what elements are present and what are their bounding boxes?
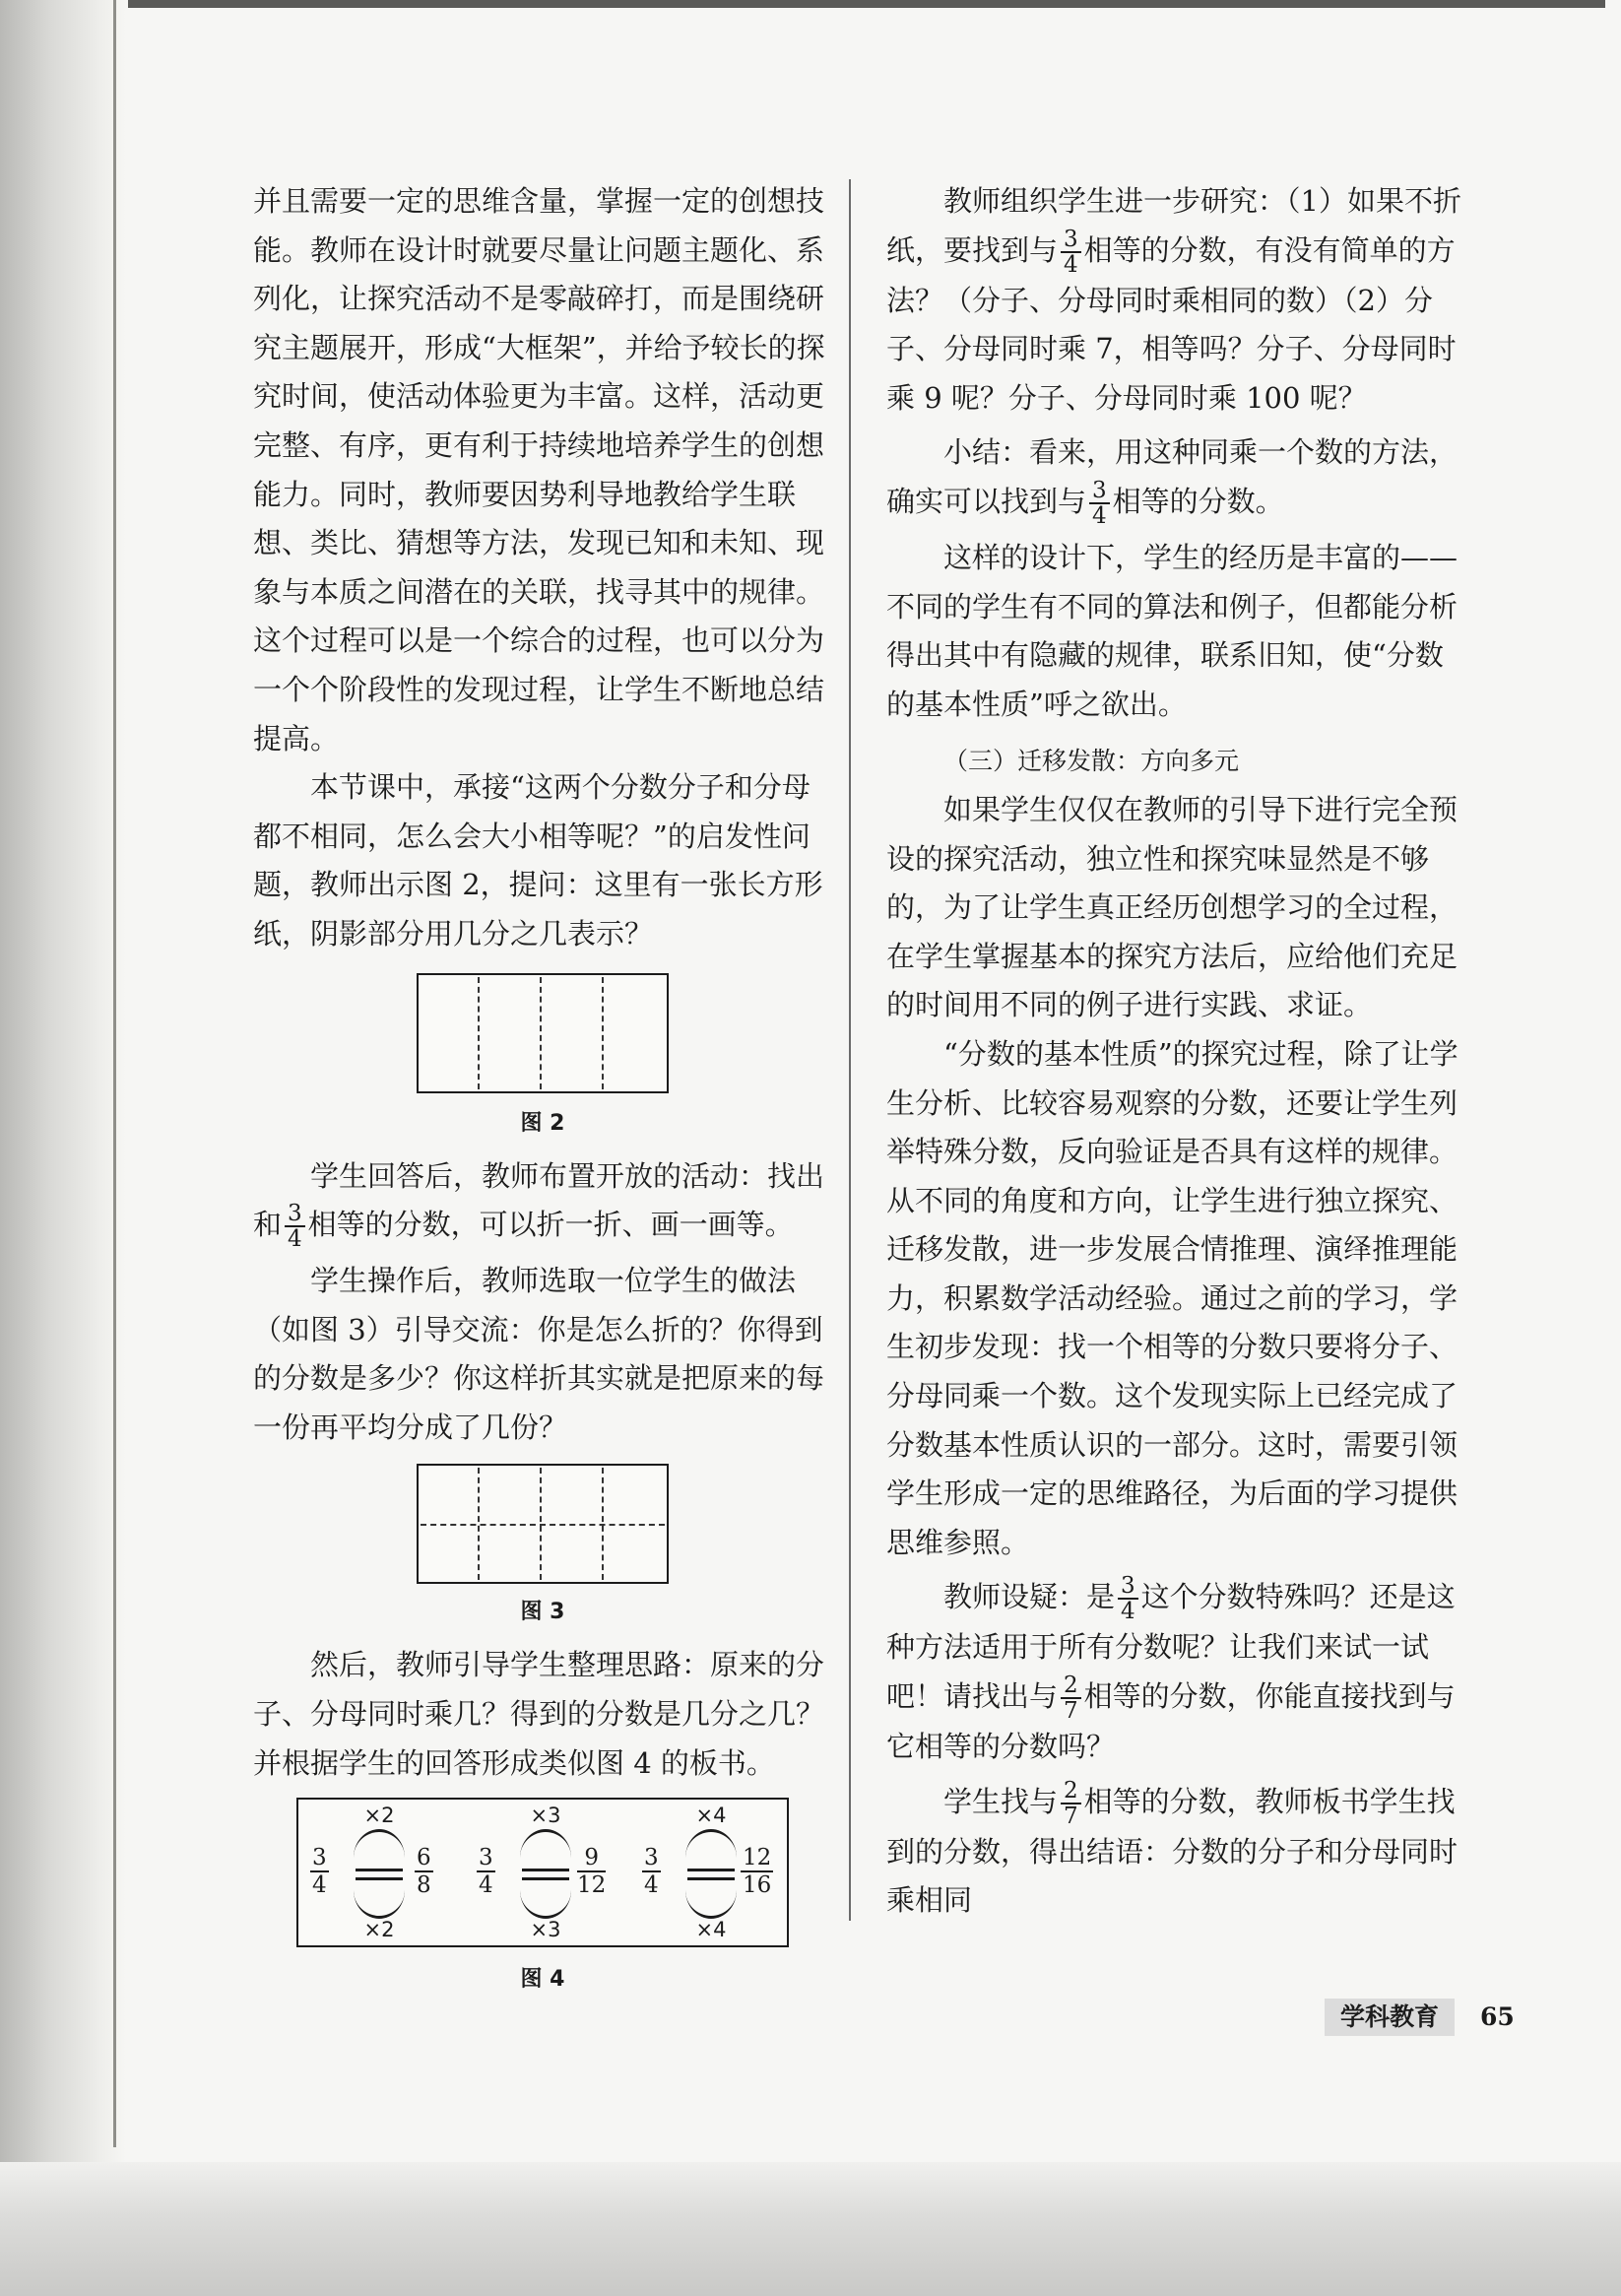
fraction-two-sevenths [1061,1779,1081,1828]
column-divider [849,179,851,1921]
fold-line [602,977,604,1089]
denominator: 4 [1092,502,1107,529]
page-number: 65 [1480,2002,1515,2031]
figure-2-rectangle [417,973,669,1093]
numerator: 3 [1118,1574,1138,1600]
paragraph-text: 相等的分数，可以折一折、画一画等。 [307,1208,794,1242]
denominator: 4 [1064,251,1078,278]
figure-3-rectangle [417,1464,669,1584]
fraction-right [415,1845,433,1898]
paragraph [886,428,1467,528]
fraction-left [642,1845,661,1898]
numerator: 2 [1061,1673,1081,1699]
fraction-three-quarters [285,1202,305,1251]
arc-top [685,1829,737,1858]
paragraph [253,1152,832,1252]
fraction-three-quarters [1118,1574,1138,1623]
paragraph: 然后，教师引导学生整理思路：原来的分子、分母同时乘几？得到的分数是几分之几？并根据学生的回答形成类似图 4 的板书。 [253,1648,825,1780]
numerator: 3 [479,1845,493,1871]
denominator: 4 [312,1872,327,1899]
figure-4-board [296,1798,789,1947]
denominator: 7 [1064,1803,1078,1829]
multiplier-top: ×4 [695,1804,727,1828]
numerator: 3 [285,1202,305,1227]
right-column [886,177,1467,1926]
numerator: 9 [577,1845,606,1872]
paragraph-text: 相等的分数。 [1112,484,1284,518]
scan-bottom-shadow [0,2162,1621,2296]
fraction-right [577,1845,606,1898]
denominator: 4 [1121,1599,1135,1625]
multiplier-bottom: ×4 [695,1918,727,1942]
board-equation-2 [471,1800,618,1947]
paragraph: 如果学生仅仅在教师的引导下进行完全预设的探究活动，独立性和探究味显然是不够的，为了让学生真正经历创想学习的全过程，在学生掌握基本的探究方法后，应给他们充足的时间用不同的例子进行实践、求证。 [886,792,1459,1022]
arc-bottom [520,1890,571,1919]
fraction-two-sevenths [1061,1673,1081,1723]
paragraph-text: 相等的分数，有没有简单的方法？（分子、分母同时乘相同的数）（2）分子、分母同时乘 7，相等吗？分子、分母同时乘 9 呢？分子、分母同时乘 100 呢？ [886,232,1457,415]
paragraph [886,1778,1467,1926]
paragraph [886,177,1467,423]
denominator: 4 [644,1872,659,1899]
figure-3-caption: 图 3 [520,1600,565,1625]
page-top-edge [128,0,1605,8]
paragraph: “分数的基本性质”的探究过程，除了让学生分析、比较容易观察的分数，还要让学生列举特殊分数，反向验证是否具有这样的规律。从不同的角度和方向，让学生进行独立探究、迁移发散，进一步发展合情推理、演绎推理能力，积累数学活动经验。通过之前的学习，学生初步发现：找一个相等的分数只要将分子、分母同乘一个数。这个发现实际上已经完成了分数基本性质认识的一部分。这时，需要引领学生形成一定的思维路径，为后面的学习提供思维参照。 [886,1036,1459,1559]
fraction-three-quarters [1089,479,1110,528]
section-tag: 学科教育 [1325,1999,1455,2036]
numerator: 6 [417,1845,431,1871]
fraction-three-quarters [1061,228,1081,277]
figure-4-caption: 图 4 [520,1967,565,1993]
multiplier-top: ×3 [530,1804,561,1828]
paragraph-text: 相等的分数，教师板书学生找到的分数，得出结语：分数的分子和分母同时乘相同 [886,1784,1459,1918]
equals-bar [687,1869,735,1871]
spine-edge-line [113,0,116,2147]
denominator: 12 [577,1872,607,1899]
arc-top [354,1829,405,1858]
numerator: 3 [644,1845,659,1871]
arc-top [520,1829,571,1858]
paragraph-text: 教师组织学生进一步研究：（1）如果不折纸，要找到与 [886,184,1461,267]
fold-line [478,977,480,1089]
denominator: 7 [1064,1698,1078,1725]
paragraph-text: 相等的分数，你能直接找到与它相等的分数吗？ [886,1679,1456,1764]
paragraph: 这样的设计下，学生的经历是丰富的——不同的学生有不同的算法和例子，但都能分析得出其中有隐藏的规律，联系旧知，使“分数的基本性质”呼之欲出。 [886,540,1459,721]
paragraph-text: 这个分数特殊吗？还是这种方法适用于所有分数呢？让我们来试一试吧！请找出与 [886,1580,1456,1714]
numerator: 2 [1061,1779,1081,1804]
paragraph-text: 小结：看来，用这种同乘一个数的方法，确实可以找到与 [886,435,1459,518]
fraction-left [477,1845,495,1898]
board-equation-1 [304,1800,452,1947]
equals-bar [687,1877,735,1880]
arc-bottom [685,1890,737,1919]
section-heading: （三）迁移发散：方向多元 [943,747,1240,776]
fraction-right [741,1845,773,1898]
figure-2-caption: 图 2 [520,1110,565,1136]
book-spine-shadow [0,0,126,2296]
paragraph: 学生操作后，教师选取一位学生的做法（如图 3）引导交流：你是怎么折的？你得到的分数是多少？你这样折其实就是把原来的每一份再平均分成了几份？ [253,1264,825,1444]
paragraph: 并且需要一定的思维含量，掌握一定的创想技能。教师在设计时就要尽量让问题主题化、系列化，让探究活动不是零敲碎打，而是围绕研究主题展开，形成“大框架”，并给予较长的探究时间，使活动体验更为丰富。这样，活动更完整、有序，更有利于持续地培养学生的创想能力。同时，教师要因势利导地教给学生联想、类比、猜想等方法，发现已知和未知、现象与本质之间潜在的关联，找寻其中的规律。这个过程可以是一个综合的过程，也可以分为一个个阶段性的发现过程，让学生不断地总结提高。 [253,184,825,755]
denominator: 8 [417,1872,431,1899]
paragraph-text: 学生找与 [943,1784,1059,1818]
paragraph [886,1573,1467,1771]
equals-bar [356,1869,403,1871]
fraction-left [310,1845,329,1898]
left-column [253,177,832,1995]
denominator: 4 [288,1226,302,1253]
numerator: 3 [1061,228,1081,253]
denominator: 16 [743,1872,772,1899]
fold-line [540,977,542,1089]
equals-bar [522,1877,569,1880]
paragraph: 本节课中，承接“这两个分数分子和分母都不相同，怎么会大小相等呢？”的启发性问题，教师出示图 2，提问：这里有一张长方形纸，阴影部分用几分之几表示？ [253,770,823,951]
paragraph-text: 学生回答后，教师布置开放的活动：找出和 [253,1158,825,1242]
fold-line [421,1524,665,1526]
numerator: 3 [312,1845,327,1871]
denominator: 4 [479,1872,493,1899]
paragraph-text: 教师设疑：是 [943,1580,1116,1614]
multiplier-top: ×2 [363,1804,395,1828]
arc-bottom [354,1890,405,1919]
numerator: 12 [743,1845,772,1871]
numerator: 3 [1089,479,1110,504]
multiplier-bottom: ×3 [530,1918,561,1942]
equals-bar [522,1869,569,1871]
board-equation-3 [636,1800,784,1947]
equals-bar [356,1877,403,1880]
multiplier-bottom: ×2 [363,1918,395,1942]
